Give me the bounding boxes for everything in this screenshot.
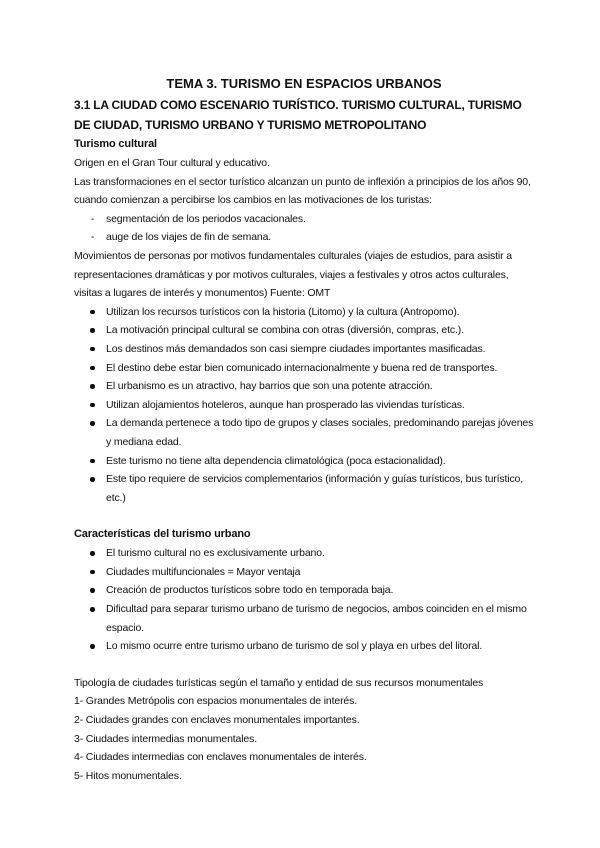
bullet-item: Utilizan los recursos turísticos con la historia (Litomo) y la cultura (Antropomo). — [74, 303, 534, 322]
bullet-item: La demanda pertenece a todo tipo de grupos y clases sociales, predominando parejas jóvenes y mediana edad. — [74, 414, 534, 451]
bullet-list-urbano — [74, 544, 534, 656]
bullet-item: Dificultad para separar turismo urbano de turismo de negocios, ambos coinciden en el mismo espacio. — [74, 600, 534, 637]
bullet-item: Este turismo no tiene alta dependencia climatológica (poca estacionalidad). — [74, 452, 534, 471]
spacer — [74, 507, 534, 525]
bullet-item: Creación de productos turísticos sobre todo en temporada baja. — [74, 581, 534, 600]
bullet-item: Ciudades multifuncionales = Mayor ventaja — [74, 563, 534, 582]
section-subtitle: 3.1 LA CIUDAD COMO ESCENARIO TURÍSTICO. TURISMO CULTURAL, TURISMO DE CIUDAD, TURISMO URBANO Y TURISMO METROPOLITANO — [74, 98, 522, 132]
numbered-item: 3- Ciudades intermedias monumentales. — [74, 732, 257, 745]
dash-list-item: - segmentación de los periodos vacacionales. — [74, 210, 534, 229]
paragraph-definition: Movimientos de personas por motivos fundamentales culturales (viajes de estudios, para asistir a representaciones dramáticas y por motivos culturales, viajes a festivales y otros actos culturales, visitas a lugares de interés y monumentos) Fuente: OMT — [74, 249, 512, 300]
document-page — [74, 74, 534, 785]
bullet-item: Utilizan alojamientos hoteleros, aunque han prosperado las viviendas turísticas. — [74, 396, 534, 415]
bullet-item: Este tipo requiere de servicios complementarios (información y guías turísticos, bus turístico, etc.) — [74, 470, 534, 507]
bullet-item: El destino debe estar bien comunicado internacionalmente y buena red de transportes. — [74, 359, 534, 378]
bullet-item: Los destinos más demandados son casi siempre ciudades importantes masificadas. — [74, 340, 534, 359]
numbered-item: 5- Hitos monumentales. — [74, 769, 182, 782]
paragraph-transformations: Las transformaciones en el sector turístico alcanzan un punto de inflexión a principios de los años 90, cuando comienzan a percibirse los cambios en las motivaciones de los turistas: — [74, 175, 531, 207]
bullet-item: El turismo cultural no es exclusivamente urbano. — [74, 544, 534, 563]
paragraph-tipologia: Tipología de ciudades turísticas según el tamaño y entidad de sus recursos monumentales — [74, 676, 484, 689]
dash-list — [74, 210, 534, 247]
bullet-list-cultural — [74, 303, 534, 508]
page-title: TEMA 3. TURISMO EN ESPACIOS URBANOS — [166, 76, 442, 91]
bullet-item: La motivación principal cultural se combina con otras (diversión, compras, etc.). — [74, 321, 534, 340]
heading-caracteristicas: Características del turismo urbano — [74, 528, 251, 541]
paragraph-origin: Origen en el Gran Tour cultural y educativo. — [74, 157, 270, 169]
bullet-item: Lo mismo ocurre entre turismo urbano de turismo de sol y playa en urbes del litoral. — [74, 637, 534, 656]
spacer — [74, 656, 534, 674]
bullet-item: El urbanismo es un atractivo, hay barrios que son una potente atracción. — [74, 377, 534, 396]
dash-list-item: - auge de los viajes de fin de semana. — [74, 228, 534, 247]
numbered-item: 2- Ciudades grandes con enclaves monumentales importantes. — [74, 714, 360, 727]
numbered-item: 1- Grandes Metrópolis con espacios monumentales de interés. — [74, 695, 357, 708]
numbered-item: 4- Ciudades intermedias con enclaves monumentales de interés. — [74, 751, 367, 764]
heading-turismo-cultural: Turismo cultural — [74, 138, 157, 150]
